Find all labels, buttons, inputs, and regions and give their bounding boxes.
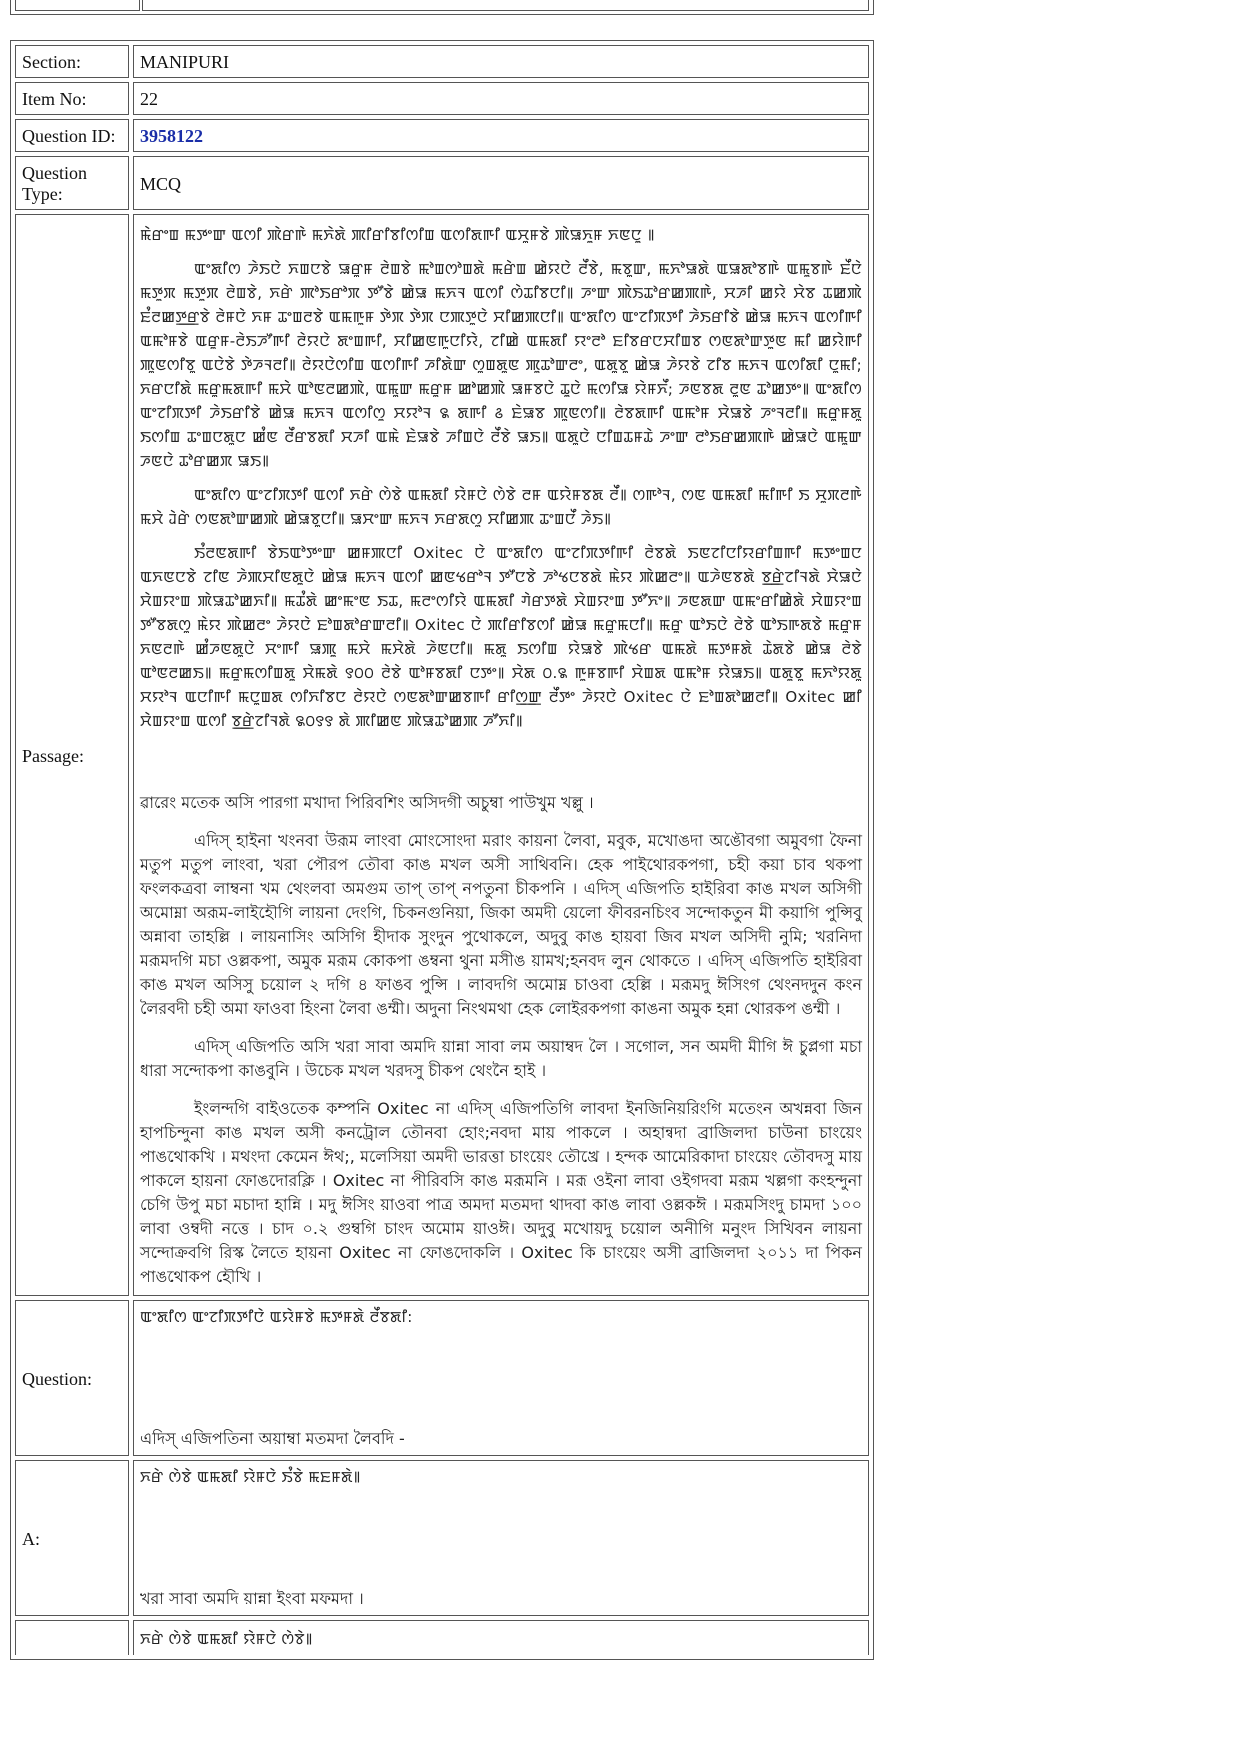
previous-label-cell xyxy=(15,0,140,11)
section-value: MANIPURI xyxy=(133,45,869,78)
passage-label: Passage: xyxy=(15,214,129,1296)
section-label: Section: xyxy=(15,45,129,78)
passage-content xyxy=(133,214,869,1296)
option-a-content xyxy=(133,1460,869,1616)
passage-meetei-paragraph-2: ꯑꯦꯗꯤꯁ ꯑꯦꯖꯤꯞꯇꯤ ꯑꯁꯤ ꯈꯔꯥ ꯁꯥꯕꯥ ꯑꯃꯗꯤ ꯌꯥꯝꯅꯥ ꯁꯥꯕꯥ ꯂꯝ ꯑꯌꯥꯝꯕꯗ ꯂꯩ꯫ ꯁꯒꯣꯜ, ꯁꯟ ꯑꯃꯗꯤ ꯃꯤꯒꯤ ꯏ ꯆꯨꯞꯂꯒꯥ ꯃꯆꯥ ꯙꯥꯔꯥ ꯁꯟꯗꯣꯛꯀꯄꯥ ꯀꯥꯎꯕꯨꯅꯤ꯫ ꯎꯆꯦꯛ ꯃꯈꯜ ꯈꯔꯗꯁꯨ ꯆꯤꯀꯄ ꯊꯦꯡꯅꯩ ꯍꯥꯏ꯫ xyxy=(140,486,862,528)
question-meetei-text: ꯑꯦꯗꯤꯁ ꯑꯦꯖꯤꯞꯇꯤꯅꯥ ꯑꯌꯥꯝꯕꯥ ꯃꯇꯝꯗꯥ ꯂꯩꯕꯗꯤ: xyxy=(140,1308,413,1326)
option-a-label: A: xyxy=(15,1460,129,1616)
row-question xyxy=(15,1300,869,1456)
row-passage xyxy=(15,214,869,1296)
question-type-label: Question Type: xyxy=(15,156,129,210)
question-label: Question: xyxy=(15,1300,129,1456)
question-type-value: MCQ xyxy=(133,156,869,210)
passage-bengali-paragraph-3: ইংলন্দগি বাইওতেক কম্পনি Oxitec না এদিস্ এজিপতিগি লাবদা ইনজিনিয়রিংগি মতেংন অখন্নবা জিন হাপচিন্দুনা কাঙ মখল অসী কনট্ৰোল তৌনবা হোং;নবদা মায় পাকলে । অহান্বদা ব্ৰাজিলদা চাউনা চাংয়েং পাঙথোকখি । মথংদা কেমেন ঈথ;, মলেসিয়া অমদী ভারত্তা চাংয়েং তৌখ্রে । হন্দক আমেরিকাদা চাংয়েং তৌবদসু মায় পাকলে হায়না ফোঙদোরক্লি । Oxitec না পীরিবসি কাঙ মরূমনি । মরূ ওইনা লাবা ওইগদবা মরূম খল্লগা কংহন্দুনা চেগি উপু মচা মচাদা হান্নি । মদু ঈসিং য়াওবা পাত্র অমদা মতমদা থাদবা কাঙ লাবা ওল্লকঈ । মরূমসিংদু চামদা ১০০ লাবা ওম্বদী নত্তে । চাদ ০.২ গুম্বগি চাংদ অমোম য়াওঈ। অদুবু মখোয়দু চয়োল অনীগি মনুংদ সিখিবন লায়না সন্দোক্রবগি রিস্ক লৈতে হায়না Oxitec না ফোঙদোকলি । Oxitec কি চাংয়েং অসী ব্ৰাজিলদা ২০১১ দা পিকন পাঙথোকপ হৌখি । xyxy=(140,1099,862,1286)
row-question-id xyxy=(15,119,869,152)
item-no-label: Item No: xyxy=(15,82,129,115)
question-bengali-text: এদিস্ এজিপতিনা অয়াম্বা মতমদা লৈবদি - xyxy=(140,1429,405,1448)
question-id-text: 3958122 xyxy=(140,126,203,146)
passage-meetei-title: ꯃꯥꯔꯦꯡ ꯃꯇꯦꯛ ꯑꯁꯤ ꯄꯥꯔꯒꯥ ꯃꯈꯥꯗꯥ ꯄꯤꯔꯤꯕꯤꯁꯤꯡ ꯑꯁꯤꯗꯒꯤ ꯑꯆꯨꯝꯕꯥ ꯄꯥꯎꯈꯨꯝ ꯈꯟꯅꯨ ꯫ xyxy=(140,226,655,244)
option-b-meetei-text: ꯈꯔꯥ ꯁꯥꯕꯥ ꯑꯃꯗꯤ ꯌꯥꯝꯅꯥ ꯁꯥꯕꯥ꯫ xyxy=(140,1630,313,1648)
question-content xyxy=(133,1300,869,1456)
option-b-label xyxy=(15,1620,129,1655)
question-id-label: Question ID: xyxy=(15,119,129,152)
item-no-value: 22 xyxy=(133,82,869,115)
passage-bengali-paragraph-1: এদিস্ হাইনা খংনবা উরূম লাংবা মোংসোংদা মরাং কায়না লৈবা, মবুক, মখোঙদা অঙৌবগা অমুবগা ফৈনা মতুপ মতুপ লাংবা, খরা পৌরপ তৌবা কাঙ মখল অসী সাথিবনি। হেক পাইথোরকপগা, চহী কয়া চাব থকপা ফংলকত্ৰবা লাম্বনা খম থেংলবা অমগুম তাপ্ তাপ্ নপতুনা চীকপনি । এদিস্ এজিপতি হাইরিবা কাঙ মখল অসিগী অমোম্না অরূম-লাইহৌগি লায়না দেংগি, চিকনগুনিয়া, জিকা অমদী য়েলো ফীবরনচিংব সন্দোকতুন মী কয়াগি পুন্সিবু অন্নাবা তাহল্লি । লায়নাসিং অসিগি হীদাক সুংদুন পুথোকলে, অদুবু কাঙ হায়বা জিব মখল অসিদী নুমি; খরনিদা মরূমদগি মচা ওল্লকপা, অমুক মরূম কোকপা ঙম্বনা থুনা মসীঙ য়ামখ;হনবদ লুন থোকতে । এদিস্ এজিপতি হাইরিবা কাঙ মখল অসিসু চয়োল ২ দগি ৪ ফাঙব পুন্সি । লাবদগি অমোম্ন চাওবা হেল্লি । মরূমদু ঈসিংগ থেংনদদুন কংন লৈরবদী চহী অমা ফাওবা হিংনা লৈবা ঙম্মী। অদুনা নিংথমথা হেক লোইরকপগা কাঙনা অমুক হন্না থোরকপ ঙম্মী । xyxy=(140,831,862,1018)
passage-bengali-title: ৱারেং মতেক অসি পারগা মখাদা পিরিবশিং অসিদগী অচুম্বা পাউখুম খল্লু । xyxy=(140,793,594,812)
question-id-value xyxy=(133,119,869,152)
passage-bengali-paragraph-2: এদিস্ এজিপতি অসি খরা সাবা অমদি য়ান্না সাবা লম অয়াম্বদ লৈ । সগোল, সন অমদী মীগি ঈ চুপ্লগা মচা ধারা সন্দোকপা কাঙবুনি । উচেক মখল খরদসু চীকপ থেংনৈ হাই । xyxy=(140,1037,862,1080)
row-option-b-partial xyxy=(15,1620,869,1655)
option-a-bengali-text: খরা সাবা অমদি য়ান্না ইংবা মফমদা । xyxy=(140,1589,364,1608)
previous-question-table-fragment xyxy=(10,0,874,15)
option-b-content xyxy=(133,1620,869,1655)
passage-meetei-paragraph-1: ꯑꯦꯗꯤꯁ ꯍꯥꯏꯅꯥ ꯈꯡꯅꯕꯥ ꯎꯔꯨꯝ ꯂꯥꯡꯕꯥ ꯃꯣꯡꯁꯣꯡꯗꯥ ꯃꯔꯥꯡ ꯀꯥꯌꯅꯥ ꯂꯩꯕꯥ, ꯃꯕꯨꯛ, ꯃꯈꯣꯎꯗꯥ ꯑꯎꯗꯣꯕꯒꯥ ꯑꯃꯨꯕꯒꯥ ꯐꯩꯅꯥ ꯃꯇꯨꯞ ꯃꯇꯨꯞ ꯂꯥꯡꯕꯥ, ꯈꯔꯥ ꯄꯣꯏꯔꯣꯞ ꯇꯧꯕꯥ ꯀꯥꯎ ꯃꯈꯜ ꯑꯁꯤ ꯁꯥꯊꯤꯕꯅꯤ꯫ ꯍꯦꯛ ꯄꯥꯏꯊꯣꯔꯀꯄꯒꯥ, ꯆꯍꯤ ꯀꯌꯥ ꯆꯥꯕ ꯊꯀꯄꯥ ꯐꯪꯂꯀꯇ꯭ꯔꯕꯥ ꯂꯥꯝꯅꯥ ꯈꯝ ꯊꯦꯡꯂꯕꯥ ꯑꯃꯒꯨꯝ ꯇꯥꯞ ꯇꯥꯞ ꯅꯄꯇꯨꯅꯥ ꯆꯤꯀꯄꯅꯤ꯫ ꯑꯦꯗꯤꯁ ꯑꯦꯖꯤꯞꯇꯤ ꯍꯥꯏꯔꯤꯕꯥ ꯀꯥꯎ ꯃꯈꯜ ꯑꯁꯤꯒꯤ ꯑꯃꯣꯝꯕꯥ ꯑꯔꯨꯝ-ꯂꯥꯏꯍꯧꯒꯤ ꯂꯥꯌꯅꯥ ꯗꯦꯡꯒꯤ, ꯆꯤꯀꯟꯒꯨꯅꯤꯌꯥ, ꯖꯤꯀꯥ ꯑꯃꯗꯤ ꯌꯦꯂꯣ ꯐꯤꯕꯔꯅꯆꯤꯡꯕ ꯁꯟꯗꯣꯛꯇꯨꯟ ꯃꯤ ꯀꯌꯥꯒꯤ ꯄꯨꯟꯁꯤꯕꯨ ꯑꯅꯥꯕꯥ ꯇꯥꯍꯜꯂꯤ꯫ ꯂꯥꯌꯅꯥꯁꯤꯡ ꯑꯁꯤꯒꯤ ꯍꯤꯗꯥꯛ ꯁꯨꯡꯗꯨꯟ ꯄꯨꯊꯣꯛꯂꯦ, ꯑꯗꯨꯕꯨ ꯀꯥꯎ ꯍꯥꯌꯕꯥ ꯖꯤꯕ ꯃꯈꯜ ꯑꯁꯤꯗꯤ ꯅꯨꯃꯤ; ꯈꯔꯅꯤꯗꯥ ꯃꯔꯨꯃꯗꯒꯤ ꯃꯆꯥ ꯑꯣꯟꯂꯀꯄꯥ, ꯑꯃꯨꯛ ꯃꯔꯨꯝ ꯀꯣꯀꯄꯥ ꯎꯝꯕꯅꯥ ꯊꯨꯅꯥ ꯃꯁꯤꯎ ꯌꯥꯝꯈꯩ; ꯍꯟꯕꯗ ꯂꯨꯟ ꯊꯣꯀꯇꯦ꯫ ꯑꯦꯗꯤꯁ ꯑꯦꯖꯤꯞꯇꯤ ꯍꯥꯏꯔꯤꯕꯥ ꯀꯥꯎ ꯃꯈꯜ ꯑꯁꯤꯁꯨ ꯆꯌꯣꯜ ꯲ ꯗꯒꯤ ꯴ ꯐꯥꯎꯕ ꯄꯨꯟꯁꯤ꯫ ꯂꯥꯕꯗꯒꯤ ꯑꯃꯣꯝ ꯆꯥꯎꯕꯥ ꯍꯦꯜꯂꯤ꯫ ꯃꯔꯨꯝꯗꯨ ꯏꯁꯤꯡ ꯊꯦꯡꯅꯗꯨꯅ ꯀꯪꯟ ꯂꯩꯔꯕꯗꯤ ꯆꯍꯤ ꯑꯃꯥ ꯐꯥꯎꯕꯥ ꯍꯤꯡꯅꯥ ꯂꯩꯕꯥ ꯎꯏ꯫ ꯑꯗꯨꯅꯥ ꯅꯤꯡꯊꯝꯊꯥ ꯍꯦꯛ ꯂꯣꯏꯔꯀꯄꯒꯥ ꯀꯥꯎꯅꯥ ꯑꯃꯨꯛ ꯍꯟꯅꯥ ꯊꯣꯔꯀꯞ ꯎꯏ꯫ xyxy=(140,260,862,470)
row-option-a xyxy=(15,1460,869,1616)
row-item-no xyxy=(15,82,869,115)
previous-value-cell xyxy=(142,0,869,11)
question-details-table xyxy=(10,40,874,1660)
option-a-meetei-text: ꯈꯔꯥ ꯁꯥꯕꯥ ꯑꯃꯗꯤ ꯌꯥꯝꯅꯥ ꯏꯪꯕꯥ ꯃꯐꯝꯗꯥ꯫ xyxy=(140,1468,361,1486)
passage-meetei-paragraph-3: ꯏꯪꯂꯟꯗꯒꯤ ꯕꯥꯏꯑꯣꯇꯦꯛ ꯀꯝꯄꯅꯤ Oxitec ꯅꯥ ꯑꯦꯗꯤꯁ ꯑꯦꯖꯤꯞꯇꯤꯒꯤ ꯂꯥꯕꯗꯥ ꯏꯟꯖꯤꯅꯤꯌꯔꯤꯡꯒꯤ ꯃꯇꯦꯡꯅ ꯑꯈꯟꯅꯕꯥ ꯖꯤꯟ ꯍꯥꯄꯆꯤꯟꯗꯨꯅꯥ ꯀꯥꯎ ꯃꯈꯜ ꯑꯁꯤ ꯀꯟꯠꯔꯣꯜ ꯇꯧꯅꯕꯥ ꯍꯣꯠꯅꯕꯗꯥ ꯃꯥꯌ ꯄꯥꯀꯂꯦ꯫ ꯑꯍꯥꯟꯕꯗꯥ ꯕ꯭ꯔꯥꯖꯤꯜꯗꯥ ꯆꯥꯎꯅꯥ ꯆꯥꯡꯌꯦꯡ ꯄꯥꯎꯊꯣꯀꯈꯤ꯫ ꯃꯊꯪꯗꯥ ꯀꯦꯃꯦꯟ ꯏꯊ, ꯃꯂꯦꯁꯤꯌꯥ ꯑꯃꯗꯤ ꯚꯥꯔꯇꯗꯥ ꯆꯥꯡꯌꯦꯡ ꯇꯧꯈꯦ꯫ ꯍꯟꯗꯛ ꯑꯃꯦꯔꯤꯀꯥꯗꯥ ꯆꯥꯡꯌꯦꯡ ꯇꯧꯕꯗꯁꯨ ꯃꯥꯌ ꯄꯥꯀꯂꯦ ꯍꯥꯌꯅꯥ ꯐꯣꯡꯗꯣꯔꯛꯂꯤ꯫ Oxitec ꯅꯥ ꯄꯤꯔꯤꯕꯁꯤ ꯀꯥꯎ ꯃꯔꯨꯃꯅꯤ꯫ ꯃꯔꯨ ꯑꯣꯏꯅꯥ ꯂꯥꯕꯥ ꯑꯣꯏꯒꯗꯕꯥ ꯃꯔꯨꯝ ꯈꯟꯂꯒꯥ ꯀꯪꯍꯟꯗꯨꯅꯥ ꯆꯦꯒꯤ ꯎꯄꯨ ꯃꯆꯥ ꯃꯆꯥꯗꯥ ꯍꯥꯟꯅꯤ꯫ ꯃꯗꯨ ꯏꯁꯤꯡ ꯌꯥꯎꯕꯥ ꯄꯥꯠꯔ ꯑꯃꯗꯥ ꯃꯇꯝꯗꯥ ꯊꯥꯗꯕꯥ ꯀꯥꯎ ꯂꯥꯕꯥ ꯑꯣꯟꯂꯀꯏ꯫ ꯃꯔꯨꯃꯁꯤꯡꯗꯨ ꯆꯥꯃꯗꯥ ꯱꯰꯰ ꯂꯥꯕꯥ ꯑꯣꯝꯕꯗꯤ ꯅꯇꯦ꯫ ꯆꯥꯗ ꯰.꯲ ꯒꯨꯝꯕꯒꯤ ꯆꯥꯡꯗ ꯑꯃꯣꯝ ꯌꯥꯎꯏ꯫ ꯑꯗꯨꯕꯨ ꯃꯈꯣꯌꯗꯨ ꯆꯌꯣꯜ ꯑꯅꯤꯒꯤ ꯃꯅꯨꯡꯗ ꯁꯤꯈꯤꯕꯅ ꯂꯥꯌꯅꯥ ꯁꯟꯗꯣꯛꯀꯕꯒꯤ ꯔꯤꯁ꯭ꯛ ꯂꯩꯇꯦ ꯍꯥꯌꯅꯥ Oxitec ꯅꯥ ꯐꯣꯡꯗꯣꯀꯂꯤ꯫ Oxitec ꯀꯤ ꯆꯥꯡꯌꯦꯡ ꯑꯁꯤ ꯕ꯭ꯔꯥꯖꯤꯜꯗꯥ ꯲꯰꯱꯱ ꯗꯥ ꯄꯤꯀꯟ ꯄꯥꯎꯊꯣꯀꯄ ꯍꯧꯈꯤ꯫ xyxy=(140,544,862,730)
row-section xyxy=(15,45,869,78)
row-question-type xyxy=(15,156,869,210)
